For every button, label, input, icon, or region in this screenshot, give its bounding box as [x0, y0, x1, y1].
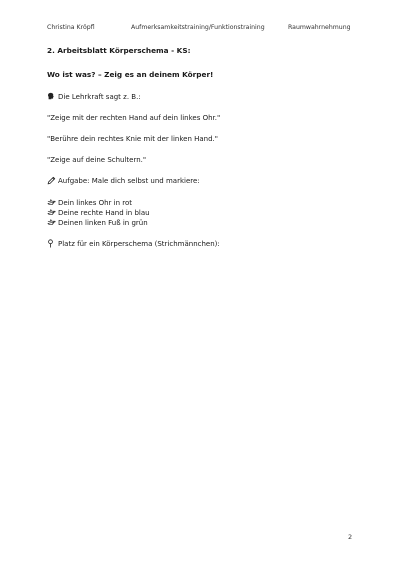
mark-ear-red: Dein linkes Ohr in rot	[58, 199, 133, 207]
pointing-hand-icon	[47, 198, 58, 208]
teacher-intro-text: Die Lehrkraft sagt z. B.:	[58, 93, 141, 101]
pin-icon	[47, 239, 58, 250]
page-number: 2	[348, 533, 353, 541]
teacher-intro-line	[47, 92, 357, 102]
mark-foot-green: Deinen linken Fuß in grün	[58, 219, 148, 227]
header-course: Aufmerksamkeitstraining/Funktionstraining	[131, 24, 265, 31]
list-item	[47, 198, 357, 208]
pointing-hand-icon	[47, 208, 58, 218]
command-1: "Zeige mit der rechten Hand auf dein linkes Ohr."	[47, 114, 221, 122]
pencil-icon	[47, 176, 58, 187]
command-3: "Zeige auf deine Schultern."	[47, 156, 147, 164]
worksheet-subtitle: Wo ist was? – Zeig es an deinem Körper!	[47, 70, 214, 79]
drawing-space-label: Platz für ein Körperschema (Strichmännchen):	[58, 240, 220, 248]
command-2: "Berühre dein rechtes Knie mit der linken Hand."	[47, 135, 218, 143]
pointing-hand-icon	[47, 218, 58, 228]
header-author: Christina Kröpfl	[47, 24, 95, 31]
worksheet-body	[47, 40, 357, 250]
task-text: Aufgabe: Male dich selbst und markiere:	[58, 177, 200, 185]
list-item	[47, 218, 357, 228]
page-header	[0, 24, 400, 34]
drawing-space-line	[47, 239, 357, 250]
task-line	[47, 176, 357, 187]
worksheet-title: 2. Arbeitsblatt Körperschema - KS:	[47, 46, 191, 55]
marks-list	[47, 198, 357, 228]
speaker-head-icon	[47, 92, 58, 102]
mark-hand-blue: Deine rechte Hand in blau	[58, 209, 150, 217]
list-item	[47, 208, 357, 218]
header-topic: Raumwahrnehmung	[288, 24, 351, 31]
